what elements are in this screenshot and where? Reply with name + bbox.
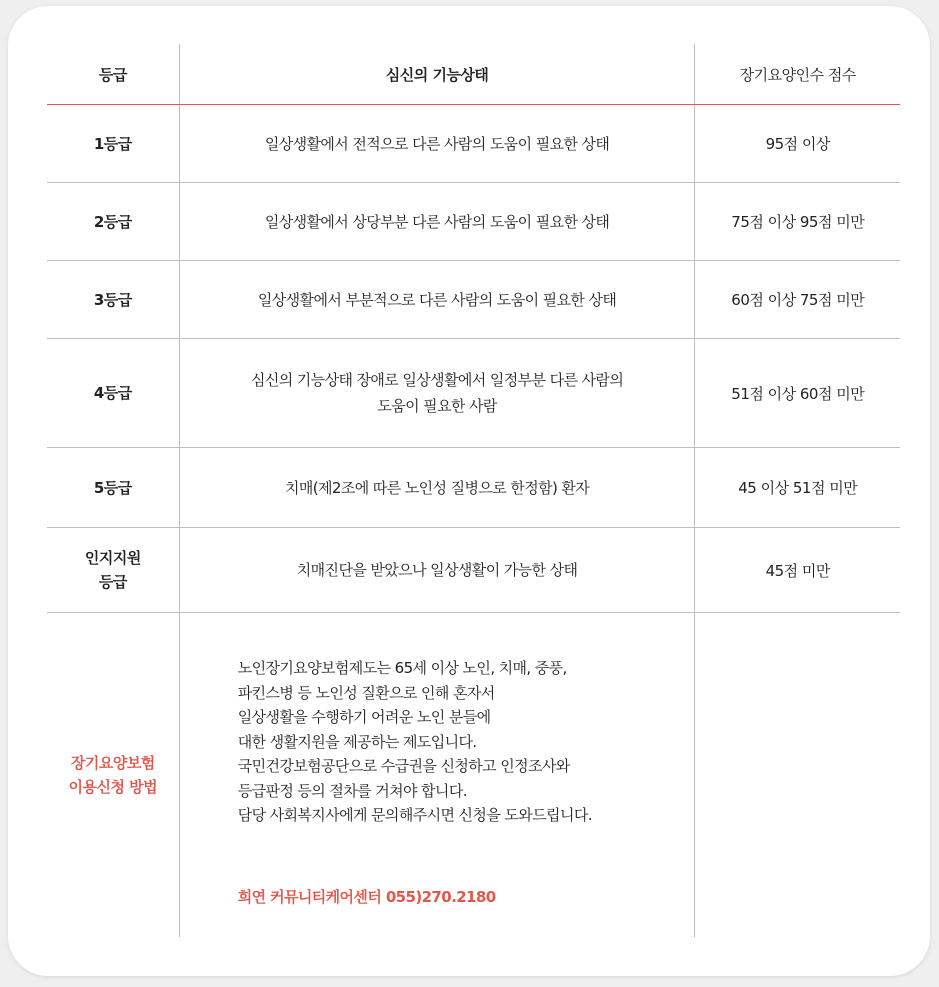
state-line: 심신의 기능상태 장애로 일상생활에서 일정부분 다른 사람의	[250, 371, 624, 389]
grade-table	[47, 44, 900, 937]
score-text: 60점 이상 75점 미만	[731, 291, 865, 309]
grade-label: 1등급	[93, 134, 132, 153]
application-info-row	[47, 613, 900, 937]
state-text: 일상생활에서 전적으로 다른 사람의 도움이 필요한 상태	[264, 134, 610, 153]
score-text: 45 이상 51점 미만	[738, 479, 858, 497]
grade-info-card	[8, 6, 930, 976]
info-line: 담당 사회복지사에게 문의해주시면 신청을 도와드립니다.	[237, 806, 592, 824]
table-row	[47, 105, 900, 183]
info-line: 파킨스병 등 노인성 질환으로 인해 혼자서	[237, 683, 495, 702]
info-line: 대한 생활지원을 제공하는 제도입니다.	[237, 732, 477, 751]
table-header	[47, 44, 900, 105]
grade-label: 5등급	[93, 478, 132, 497]
table-row	[47, 528, 900, 613]
state-text: 일상생활에서 부분적으로 다른 사람의 도움이 필요한 상태	[257, 290, 617, 309]
grade-label: 2등급	[93, 212, 132, 231]
score-text: 95점 이상	[765, 135, 830, 153]
grade-label	[85, 546, 141, 594]
info-line: 일상생활을 수행하기 어려운 노인 분들에	[237, 708, 491, 726]
header-grade: 등급	[98, 65, 127, 84]
grade-label: 3등급	[93, 290, 132, 309]
table-row	[47, 183, 900, 261]
state-line: 도움이 필요한 사람	[377, 397, 497, 415]
score-text: 45점 미만	[765, 561, 830, 580]
table-row	[47, 339, 900, 448]
state-text	[231, 367, 643, 419]
info-line: 등급판정 등의 절차를 거쳐야 합니다.	[237, 781, 467, 800]
state-text: 치매진단을 받았으나 일상생활이 가능한 상태	[296, 561, 578, 579]
header-score: 장기요양인수 점수	[739, 65, 856, 84]
header-state: 심신의 기능상태	[385, 65, 489, 84]
contact-phone: 희연 커뮤니티케어센터 055)270.2180	[237, 887, 496, 906]
table-row	[47, 261, 900, 339]
application-info-title: 장기요양보험 이용신청 방법	[68, 754, 158, 796]
score-text: 75점 이상 95점 미만	[731, 213, 865, 231]
info-line: 노인장기요양보험제도는 65세 이상 노인, 치매, 중풍,	[237, 659, 567, 677]
info-line: 국민건강보험공단으로 수급권을 신청하고 인정조사와	[237, 757, 570, 775]
state-text: 일상생활에서 상당부분 다른 사람의 도움이 필요한 상태	[264, 212, 610, 231]
score-text: 51점 이상 60점 미만	[731, 384, 865, 403]
grade-line: 인지지원	[84, 549, 141, 567]
state-text: 치매(제2조에 따른 노인성 질병으로 한정함) 환자	[284, 478, 590, 497]
table-row	[47, 448, 900, 528]
application-info-body	[180, 613, 592, 907]
grade-label: 4등급	[93, 384, 132, 402]
grade-line: 등급	[98, 573, 127, 591]
